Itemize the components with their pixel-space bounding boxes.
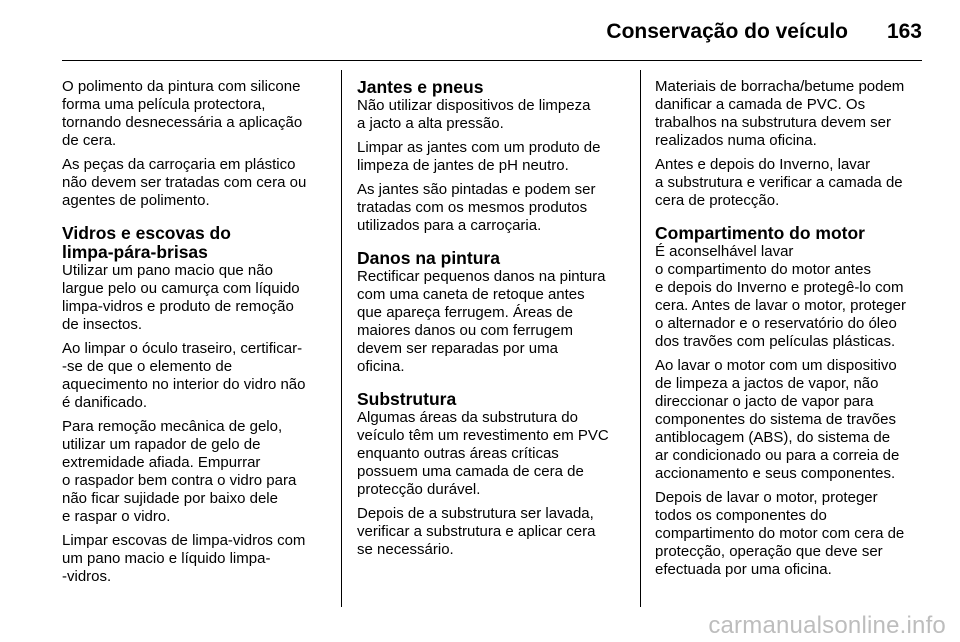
header-rule [62, 60, 922, 61]
paragraph: Antes e depois do Inverno, lavar a substrutura e verificar a camada de cera de protecção. [655, 156, 903, 209]
page-header [0, 0, 960, 62]
paragraph: Para remoção mecânica de gelo, utilizar um rapador de gelo de extremidade afiada. Empurrar o raspador bem contra o vidro para não ficar sujidade por baixo dele e raspar o vidro. [62, 418, 297, 525]
paragraph: O polimento da pintura com silicone forma uma película protectora, tornando desnecessária a aplicação de cera. [62, 78, 303, 149]
page-number: 163 [886, 20, 922, 43]
paragraph: Ao lavar o motor com um dispositivo de limpeza a jactos de vapor, não direccionar o jacto de vapor para componentes do sistema de travões antiblocagem (ABS), do sistema de ar condicionado ou para a correia de accionamento e seus componentes. [655, 357, 900, 482]
column-divider [341, 70, 342, 607]
paragraph: É aconselhável lavar o compartimento do motor antes e depois do Inverno e protegê-lo com cera. Antes de lavar o motor, proteger o alternador e o reservatório do óleo dos travões com películas plásticas. [655, 243, 906, 350]
paragraph: Ao limpar o óculo traseiro, certificar- -se de que o elemento de aquecimento no interior do vidro não é danificado. [62, 340, 306, 411]
paragraph: Limpar as jantes com um produto de limpeza de jantes de pH neutro. [357, 139, 601, 174]
column-1 [62, 78, 330, 592]
column-3 [655, 78, 923, 585]
section-heading-compartimento: Compartimento do motor [655, 223, 865, 243]
paragraph: Rectificar pequenos danos na pintura com uma caneta de retoque antes que apareça ferrugem. Áreas de maiores danos ou com ferrugem devem ser reparadas por uma oficina. [357, 268, 606, 375]
paragraph: As jantes são pintadas e podem ser tratadas com os mesmos produtos utilizados para a carroçaria. [357, 181, 596, 234]
section-heading-danos: Danos na pintura [357, 248, 500, 268]
paragraph: Utilizar um pano macio que não largue pelo ou camurça com líquido limpa-vidros e produto de remoção de insectos. [62, 262, 300, 333]
paragraph: As peças da carroçaria em plástico não devem ser tratadas com cera ou agentes de polimento. [62, 156, 307, 209]
paragraph: Materiais de borracha/betume podem danificar a camada de PVC. Os trabalhos na substrutura devem ser realizados numa oficina. [655, 78, 905, 149]
paragraph: Limpar escovas de limpa-vidros com um pano macio e líquido limpa- -vidros. [62, 532, 306, 585]
paragraph: Não utilizar dispositivos de limpeza a jacto a alta pressão. [357, 97, 591, 132]
section-heading-substrutura: Substrutura [357, 389, 457, 409]
paragraph: Algumas áreas da substrutura do veículo têm um revestimento em PVC enquanto outras áreas críticas possuem uma camada de cera de protecção durável. [357, 409, 609, 498]
watermark: carmanualsonline.info [708, 612, 946, 639]
paragraph: Depois de lavar o motor, proteger todos os componentes do compartimento do motor com cera de protecção, operação que deve ser efectuada por uma oficina. [655, 489, 905, 578]
page-title: Conservação do veículo [606, 20, 848, 43]
paragraph: Depois de a substrutura ser lavada, verificar a substrutura e aplicar cera se necessário. [357, 505, 596, 558]
section-heading-jantes: Jantes e pneus [357, 77, 484, 97]
column-divider [640, 70, 641, 607]
section-heading-vidros: Vidros e escovas do limpa-pára-brisas [62, 223, 231, 262]
column-2 [357, 78, 625, 565]
